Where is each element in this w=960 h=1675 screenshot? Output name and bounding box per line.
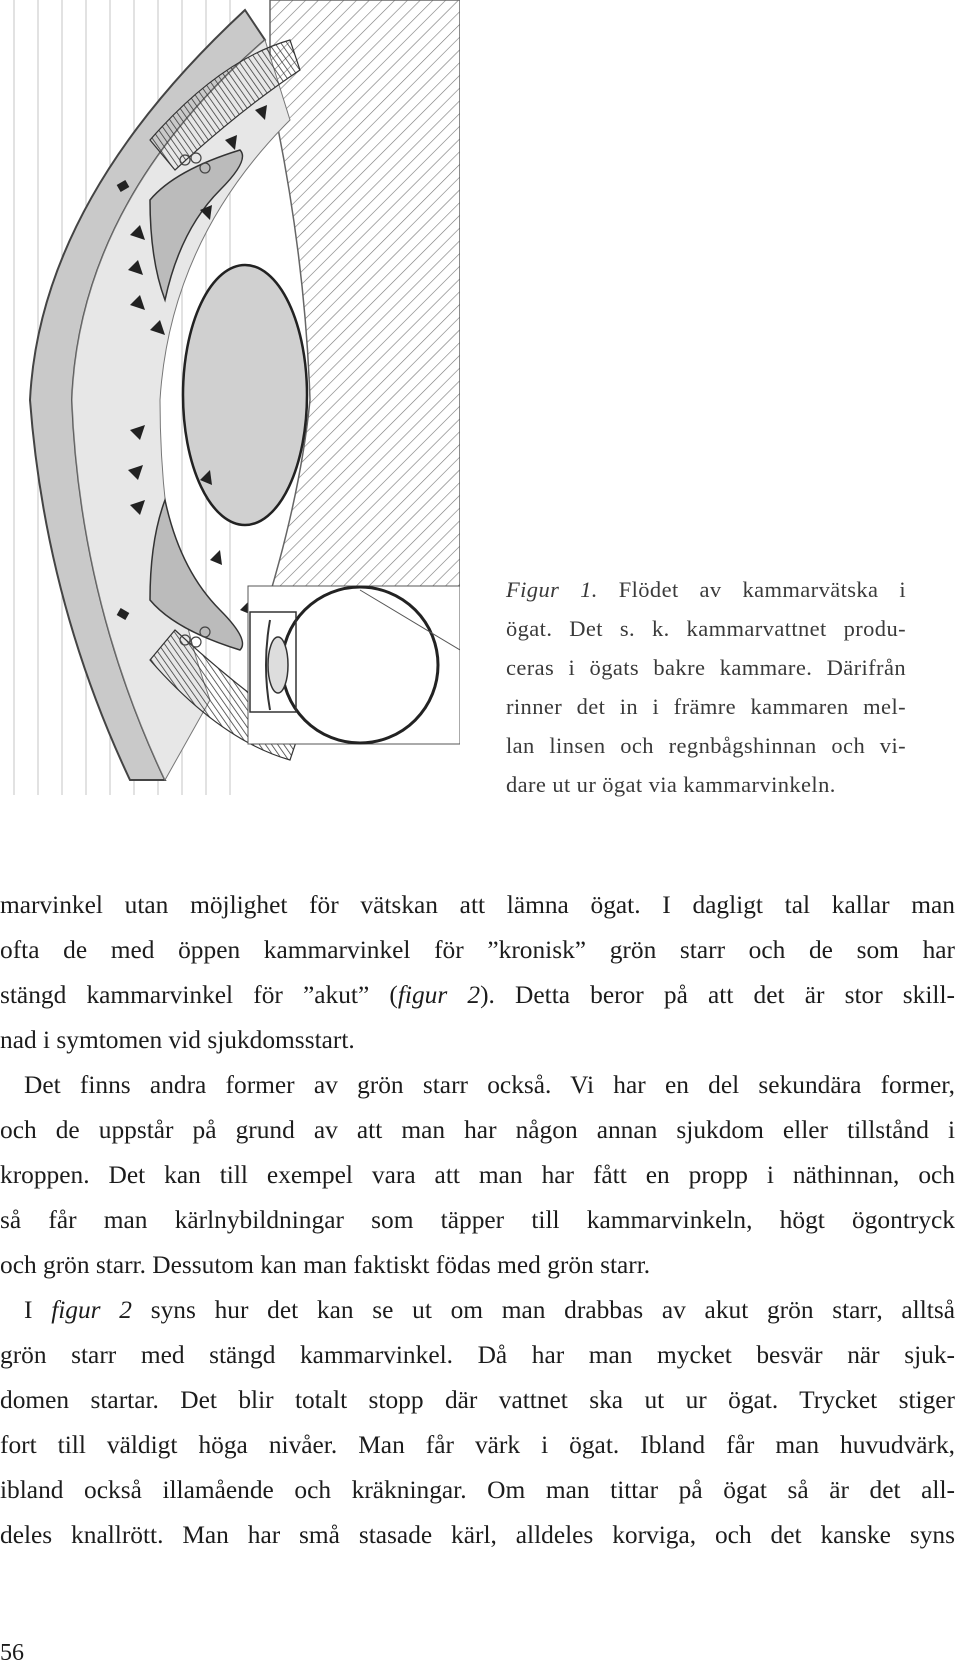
body-line: grön starr med stängd kammarvinkel. Då har man mycket besvär när sjuk-	[0, 1341, 955, 1369]
body-line: och grön starr. Dessutom kan man faktiskt födas med grön starr.	[0, 1251, 651, 1279]
body-line: I figur 2 syns hur det kan se ut om man drabbas av akut grön starr, alltså	[24, 1296, 955, 1324]
figure-caption	[506, 570, 906, 804]
body-line: deles knallrött. Man har små stasade kärl, alldeles korviga, och det kanske syns	[0, 1521, 955, 1549]
caption-line: dare ut ur ögat via kammarvinkeln.	[506, 772, 836, 797]
body-line: och de uppstår på grund av att man har någon annan sjukdom eller tillstånd i	[0, 1116, 955, 1144]
body-line: ibland också illamående och kräkningar. Om man tittar på ögat så är det all-	[0, 1476, 955, 1504]
body-line: marvinkel utan möjlighet för vätskan att lämna ögat. I dagligt tal kallar man	[0, 891, 955, 919]
caption-line: lan linsen och regnbågshinnan och vi-	[506, 733, 906, 758]
caption-line: ögat. Det s. k. kammarvattnet produ-	[506, 616, 906, 641]
caption-line: rinner det in i främre kammaren mel-	[506, 694, 906, 719]
figure-label: Figur 1.	[506, 577, 598, 602]
eye-cross-section-illustration	[0, 0, 460, 795]
eye-aqueous-flow-figure	[0, 0, 460, 795]
body-line: nad i symtomen vid sjukdomsstart.	[0, 1026, 355, 1054]
figure-reference: figur 2	[51, 1296, 132, 1324]
caption-line: Figur 1. Flödet av kammarvätska i	[506, 577, 906, 602]
body-line: kroppen. Det kan till exempel vara att man har fått en propp i näthinnan, och	[0, 1161, 955, 1189]
body-line: ofta de med öppen kammarvinkel för ”kronisk” grön starr och de som har	[0, 936, 955, 964]
body-line: stängd kammarvinkel för ”akut” (figur 2). Detta beror på att det är stor skill-	[0, 981, 955, 1009]
body-text	[0, 883, 955, 1558]
page-number: 56	[0, 1640, 24, 1666]
body-line: Det finns andra former av grön starr också. Vi har en del sekundära former,	[24, 1071, 955, 1099]
body-line: fort till väldigt höga nivåer. Man får värk i ögat. Ibland får man huvudvärk,	[0, 1431, 955, 1459]
body-line: så får man kärlnybildningar som täpper till kammarvinkeln, högt ögontryck	[0, 1206, 955, 1234]
body-line: domen startar. Det blir totalt stopp där vattnet ska ut ur ögat. Trycket stiger	[0, 1386, 955, 1414]
figure-reference: figur 2	[397, 981, 481, 1009]
caption-line: ceras i ögats bakre kammare. Därifrån	[506, 655, 906, 680]
